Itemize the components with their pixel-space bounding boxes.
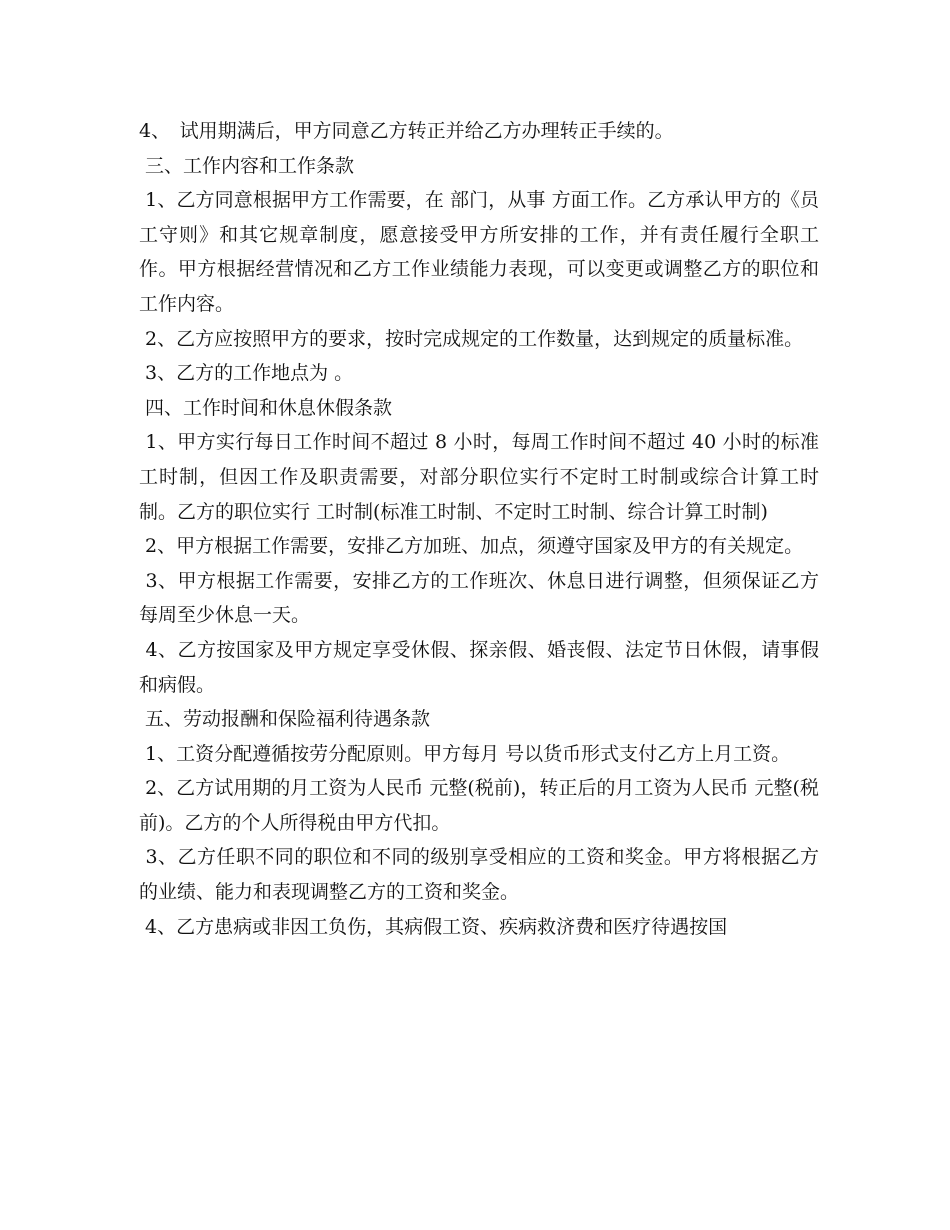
paragraph-work-hours-item-4: 4、乙方按国家及甲方规定享受休假、探亲假、婚丧假、法定节日休假，请事假和病假。 xyxy=(139,638,819,696)
paragraph-compensation-item-1: 1、工资分配遵循按劳分配原则。甲方每月 号以货币形式支付乙方上月工资。 xyxy=(139,742,791,765)
paragraph-compensation-item-2: 2、乙方试用期的月工资为人民币 元整(税前)，转正后的月工资为人民币 元整(税前)。乙方的个人所得税由甲方代扣。 xyxy=(139,777,819,834)
paragraph-work-content-item-3: 3、乙方的工作地点为 。 xyxy=(139,362,354,385)
section-heading-work-hours: 四、工作时间和休息休假条款 xyxy=(139,396,393,419)
paragraph-trial-period-item-4: 4、 试用期满后，甲方同意乙方转正并给乙方办理转正手续的。 xyxy=(139,120,674,142)
paragraph-compensation-item-3: 3、乙方任职不同的职位和不同的级别享受相应的工资和奖金。甲方将根据乙方的业绩、能力和表现调整乙方的工资和奖金。 xyxy=(139,846,819,904)
paragraph-work-hours-item-1: 1、甲方实行每日工作时间不超过 8 小时，每周工作时间不超过 40 小时的标准工时制，但因工作及职责需要，对部分职位实行不定时工时制或综合计算工时制。乙方的职位实行 工时制(标准工时制、不定时工时制、综合计算工时制) xyxy=(139,431,819,523)
section-heading-work-content: 三、工作内容和工作条款 xyxy=(139,154,355,177)
paragraph-work-hours-item-3: 3、甲方根据工作需要，安排乙方的工作班次、休息日进行调整，但须保证乙方每周至少休息一天。 xyxy=(139,569,819,627)
document-page xyxy=(139,114,819,944)
paragraph-work-content-item-1: 1、乙方同意根据甲方工作需要，在 部门，从事 方面工作。乙方承认甲方的《员工守则》和其它规章制度，愿意接受甲方所安排的工作，并有责任履行全职工作。甲方根据经营情况和乙方工作业绩能力表现，可以变更或调整乙方的职位和工作内容。 xyxy=(139,189,820,315)
section-heading-compensation: 五、劳动报酬和保险福利待遇条款 xyxy=(139,708,431,731)
paragraph-work-content-item-2: 2、乙方应按照甲方的要求，按时完成规定的工作数量，达到规定的质量标准。 xyxy=(139,327,804,350)
paragraph-work-hours-item-2: 2、甲方根据工作需要，安排乙方加班、加点，须遵守国家及甲方的有关规定。 xyxy=(139,535,804,558)
paragraph-compensation-item-4: 4、乙方患病或非因工负伤，其病假工资、疾病救济费和医疗待遇按国 xyxy=(139,915,728,938)
